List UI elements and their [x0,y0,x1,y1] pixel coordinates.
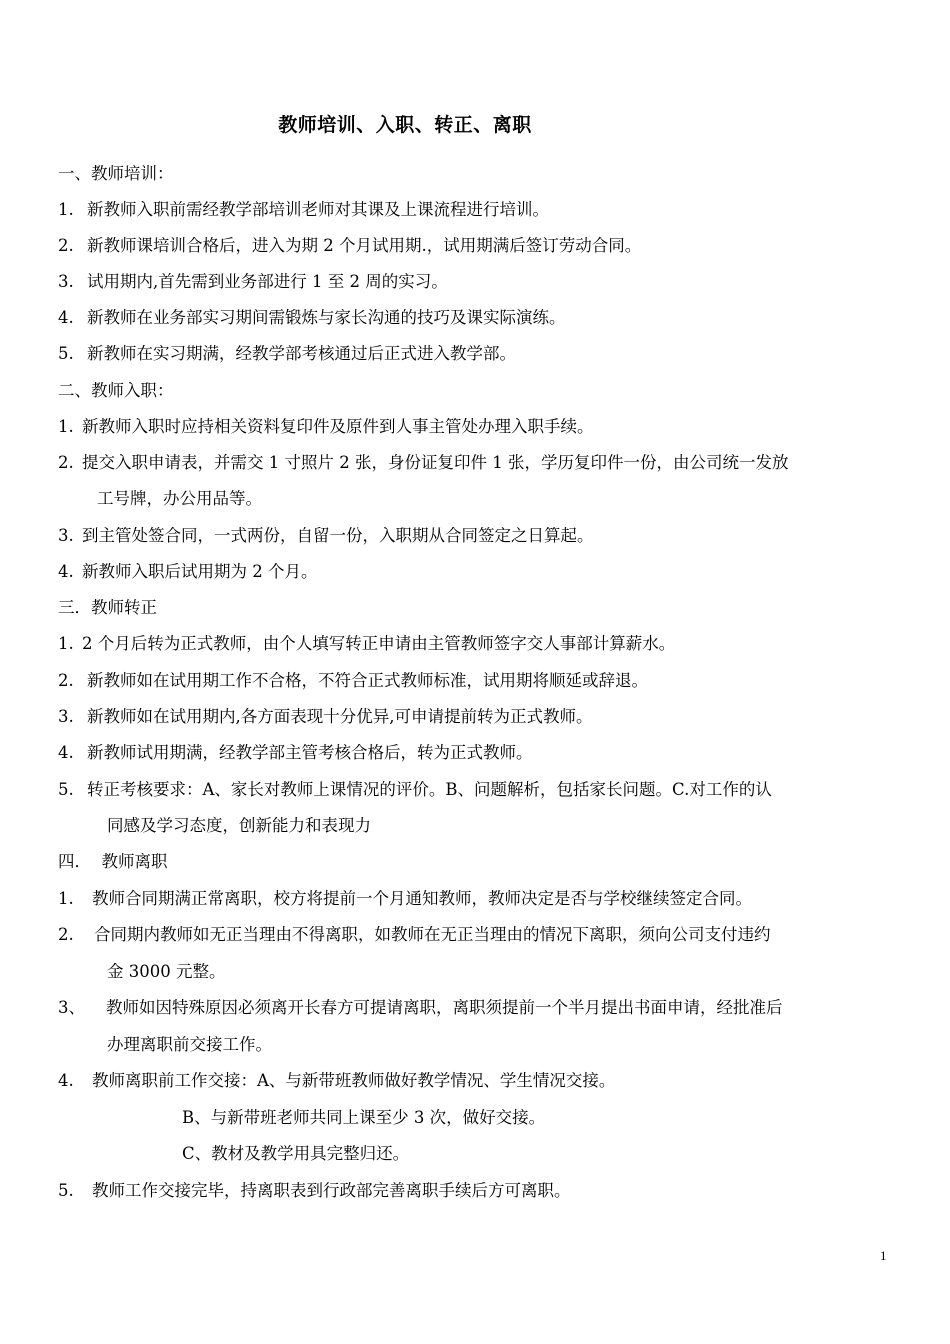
item-text: 2 个月后转为正式教师，由个人填写转正申请由主管教师签字交人事部计算薪水。 [82,634,676,653]
item-text-continued: 金 3000 元整。 [107,962,226,981]
list-item [58,923,771,947]
list-item [58,887,752,911]
section-heading-training: 一、教师培训： [58,164,174,183]
list-item [58,198,549,222]
list-item [58,234,641,258]
item-number: 5. [58,780,74,799]
page-number: 1 [880,1248,887,1263]
list-item [58,270,448,294]
item-text: 教师如因特殊原因必须离开长春方可提请离职，离职须提前一个半月提出书面申请，经批准后 [106,998,783,1017]
item-number: 2. [58,925,74,944]
item-subline: C、教材及教学用具完整归还。 [182,1144,410,1163]
item-text: 新教师试用期满，经教学部主管考核合格后，转为正式教师。 [87,743,533,762]
list-item [58,996,783,1020]
item-number: 1. [58,200,74,219]
section-heading-onboarding: 二、教师入职： [58,381,174,400]
list-item [58,1069,615,1093]
item-number: 1. [58,634,74,653]
item-text: 新教师如在试用期工作不合格，不符合正式教师标准，试用期将顺延或辞退。 [87,671,648,690]
item-number: 4. [58,308,74,327]
item-number: 1. [58,889,74,908]
item-text: 试用期内,首先需到业务部进行 1 至 2 周的实习。 [87,272,448,291]
item-text: 新教师入职后试用期为 2 个月。 [82,562,318,581]
item-number: 3. [58,272,74,291]
item-text-continued: 同感及学习态度，创新能力和表现力 [107,816,371,835]
item-text: 到主管处签合同，一式两份，自留一份，入职期从合同签定之日算起。 [82,526,594,545]
item-text: 新教师入职前需经教学部培训老师对其课及上课流程进行培训。 [87,200,549,219]
list-item [58,705,593,729]
item-text: 新教师如在试用期内,各方面表现十分优异,可申请提前转为正式教师。 [87,707,593,726]
item-text: 新教师课培训合格后，进入为期 2 个月试用期.，试用期满后签订劳动合同。 [87,236,642,255]
list-item [58,741,533,765]
item-text: 新教师入职时应持相关资料复印件及原件到人事主管处办理入职手续。 [82,417,594,436]
list-item [58,632,675,656]
list-item [58,669,648,693]
item-number: 2. [58,453,74,472]
item-number: 3. [58,707,74,726]
item-number: 1. [58,417,74,436]
list-item [58,1179,571,1203]
item-number: 4. [58,562,74,581]
item-number: 2. [58,236,74,255]
list-item [58,778,772,802]
list-item [58,342,516,366]
item-subline: B、与新带班老师共同上课至少 3 次，做好交接。 [182,1108,546,1127]
section-heading-resignation [58,850,168,874]
section-heading-regularization: 三．教师转正 [58,598,157,617]
item-text: 教师工作交接完毕，持离职表到行政部完善离职手续后方可离职。 [92,1181,571,1200]
item-text: 新教师在业务部实习期间需锻炼与家长沟通的技巧及课实际演练。 [87,308,566,327]
item-text: 教师合同期满正常离职，校方将提前一个月通知教师，教师决定是否与学校继续签定合同。 [92,889,752,908]
item-text: 提交入职申请表，并需交 1 寸照片 2 张，身份证复印件 1 张，学历复印件一份，由公司统一发放 [82,453,789,472]
item-number: 3、 [58,998,85,1017]
document-title: 教师培训、入职、转正、离职 [278,114,532,136]
list-item [58,415,594,439]
item-text: 教师离职前工作交接：A、与新带班教师做好教学情况、学生情况交接。 [92,1071,616,1090]
item-number: 3. [58,526,74,545]
item-number: 4. [58,743,74,762]
list-item [58,524,594,548]
section-heading-text: 四． 教师离职 [58,852,168,871]
list-item [58,451,788,475]
item-text: 转正考核要求：A、家长对教师上课情况的评价。B、问题解析，包括家长问题。C.对工作的认 [87,780,772,799]
item-text: 合同期内教师如无正当理由不得离职，如教师在无正当理由的情况下离职，须向公司支付违约 [94,925,771,944]
list-item [58,306,566,330]
item-text-continued: 工号牌，办公用品等。 [97,489,262,508]
item-text-continued: 办理离职前交接工作。 [107,1035,272,1054]
list-item [58,560,318,584]
item-number: 5. [58,344,74,363]
item-number: 4. [58,1071,74,1090]
item-number: 5. [58,1181,74,1200]
item-text: 新教师在实习期满，经教学部考核通过后正式进入教学部。 [87,344,516,363]
item-number: 2. [58,671,74,690]
